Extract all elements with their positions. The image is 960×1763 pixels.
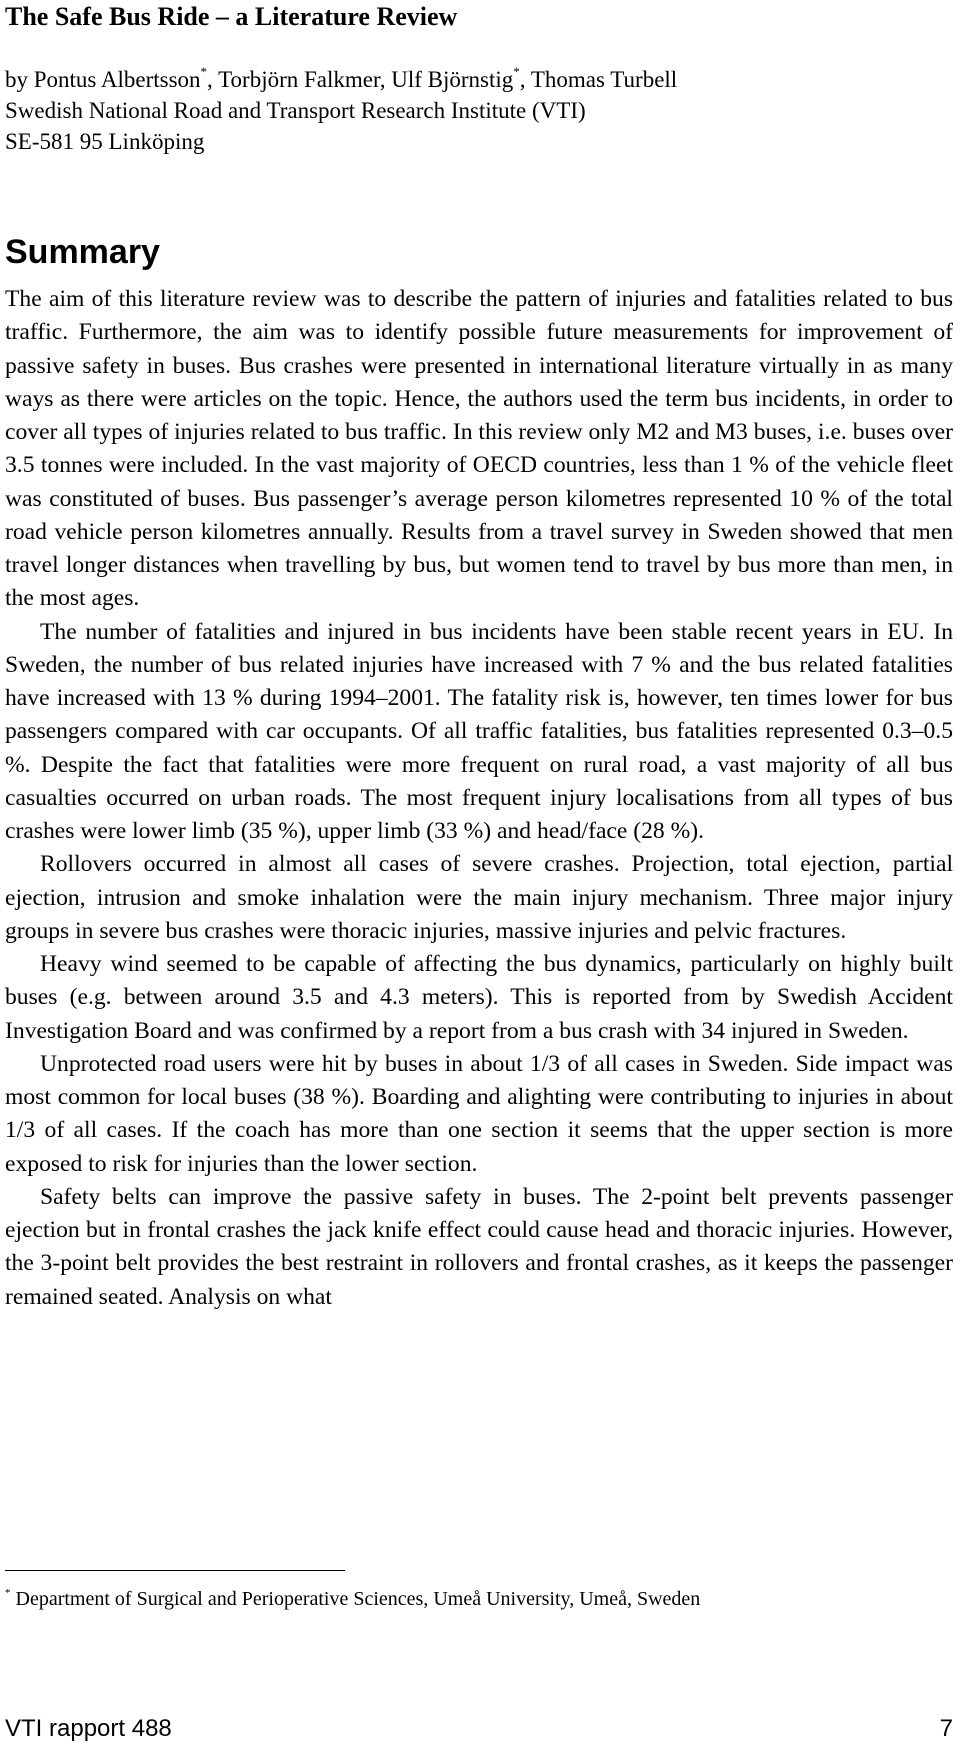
paragraph: Safety belts can improve the passive safety in buses. The 2-point belt prevents passenger ejection but in frontal crashes the jack knife effect could cause head and thoracic injuries. However, the 3-point belt provides the best restraint in rollovers and frontal crashes, as it keeps the passenger remained seated. Analysis on what bbox=[5, 1183, 953, 1310]
page-number: 7 bbox=[939, 1715, 953, 1742]
paragraph: Unprotected road users were hit by buses in about 1/3 of all cases in Sweden. Side impact was most common for local buses (38 %). Boarding and alighting were contributing to injuries in about 1/3 of all cases. If the coach has more than one section it seems that the upper section is more exposed to risk for injuries than the lower section. bbox=[5, 1050, 953, 1177]
footnote-divider bbox=[5, 1570, 345, 1571]
report-label: VTI rapport 488 bbox=[5, 1715, 172, 1742]
footnote-marker: * bbox=[513, 64, 520, 79]
footnote-marker: * bbox=[200, 64, 208, 79]
author-name: , Torbjörn Falkmer, Ulf Björnstig bbox=[207, 67, 514, 92]
footnote-marker: * bbox=[5, 1587, 11, 1599]
byline bbox=[5, 64, 677, 157]
institute-line: Swedish National Road and Transport Research Institute (VTI) bbox=[5, 98, 586, 123]
author-name: , Thomas Turbell bbox=[519, 67, 678, 92]
document-title: The Safe Bus Ride – a Literature Review bbox=[5, 2, 458, 31]
summary-heading: Summary bbox=[5, 233, 160, 271]
summary-body bbox=[5, 283, 953, 1314]
author-name: by Pontus Albertsson bbox=[5, 67, 201, 92]
paragraph: Rollovers occurred in almost all cases of severe crashes. Projection, total ejection, partial ejection, intrusion and smoke inhalation were the main injury mechanism. Three major injury groups in severe bus crashes were thoracic injuries, massive injuries and pelvic fractures. bbox=[5, 851, 953, 944]
address-line: SE-581 95 Linköping bbox=[5, 129, 205, 154]
paragraph: The aim of this literature review was to describe the pattern of injuries and fatalities related to bus traffic. Furthermore, the aim was to identify possible future measurements for improvement of passive safety in buses. Bus crashes were presented in international literature virtually in as many ways as there were articles on the topic. Hence, the authors used the term bus incidents, in order to cover all types of injuries related to bus traffic. In this review only M2 and M3 buses, i.e. buses over 3.5 tonnes were included. In the vast majority of OECD countries, less than 1 % of the vehicle fleet was constituted of buses. Bus passenger’s average person kilometres represented 10 % of the total road vehicle person kilometres annually. Results from a travel survey in Sweden showed that men travel longer distances when travelling by bus, but women tend to travel by bus more than men, in the most ages. bbox=[5, 286, 953, 612]
footnote-text: Department of Surgical and Perioperative Sciences, Umeå University, Umeå, Sweden bbox=[10, 1588, 701, 1610]
paragraph: The number of fatalities and injured in bus incidents have been stable recent years in EU. In Sweden, the number of bus related injuries have increased with 7 % and the bus related fatalities have increased with 13 % during 1994–2001. The fatality risk is, however, ten times lower for bus passengers compared with car occupants. Of all traffic fatalities, bus fatalities represented 0.3–0.5 %. Despite the fact that fatalities were more frequent on rural road, a vast majority of all bus casualties occurred on urban roads. The most frequent injury localisations from all types of bus crashes were lower limb (35 %), upper limb (33 %) and head/face (28 %). bbox=[5, 618, 953, 844]
paragraph: Heavy wind seemed to be capable of affecting the bus dynamics, particularly on highly built buses (e.g. between around 3.5 and 4.3 meters). This is reported from by Swedish Accident Investigation Board and was confirmed by a report from a bus crash with 34 injured in Sweden. bbox=[5, 951, 953, 1044]
footnote bbox=[5, 1586, 700, 1612]
author-line bbox=[5, 64, 677, 95]
